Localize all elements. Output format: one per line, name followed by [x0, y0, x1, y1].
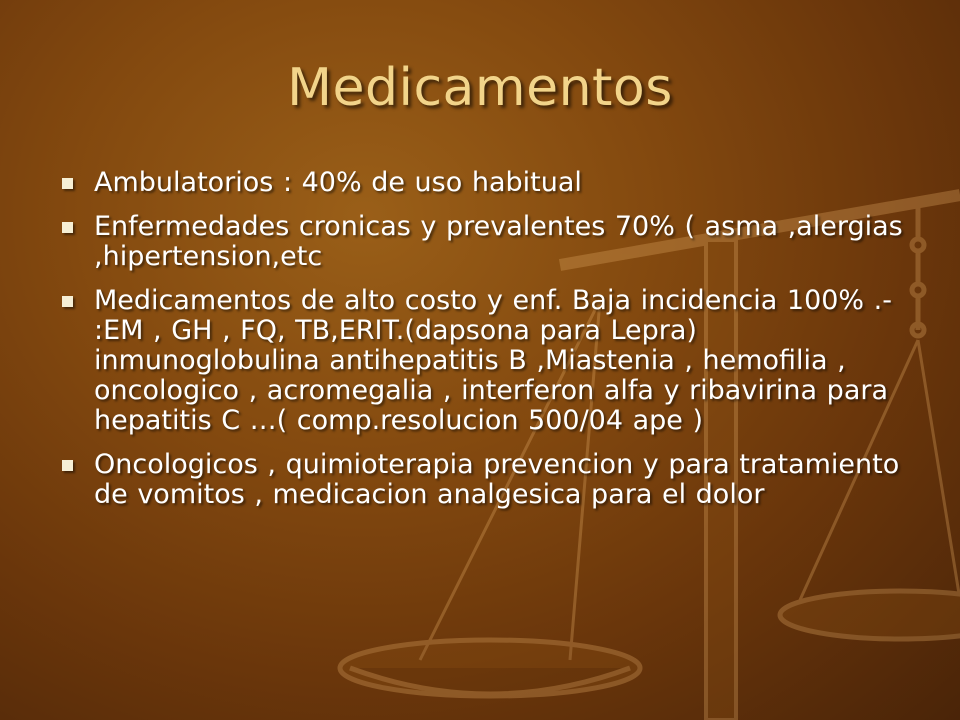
bullet-text: Enfermedades cronicas y prevalentes 70% ( asma ,alergias ,hipertension,etc: [94, 211, 903, 272]
bullet-list: [62, 168, 908, 524]
list-item: [62, 450, 908, 510]
list-item: [62, 212, 908, 272]
list-item: [62, 286, 908, 436]
square-bullet-icon: [62, 178, 73, 189]
list-item: [62, 168, 908, 198]
bullet-text: Ambulatorios : 40% de uso habitual: [94, 167, 582, 198]
slide-title: Medicamentos: [287, 58, 673, 118]
square-bullet-icon: [62, 222, 73, 233]
square-bullet-icon: [62, 296, 73, 307]
bullet-text: Oncologicos , quimioterapia prevencion y para tratamiento de vomitos , medicacion analgesica para el dolor: [94, 449, 900, 510]
bullet-text: Medicamentos de alto costo y enf. Baja incidencia 100% .- :EM , GH , FQ, TB,ERIT.(dapsona para Lepra) inmunoglobulina antihepatitis B ,Miastenia , hemofilia , oncologico , acromegalia , interferon alfa y ribavirina para hepatitis C …( comp.resolucion 500/04 ape ): [94, 285, 892, 436]
square-bullet-icon: [62, 460, 73, 471]
